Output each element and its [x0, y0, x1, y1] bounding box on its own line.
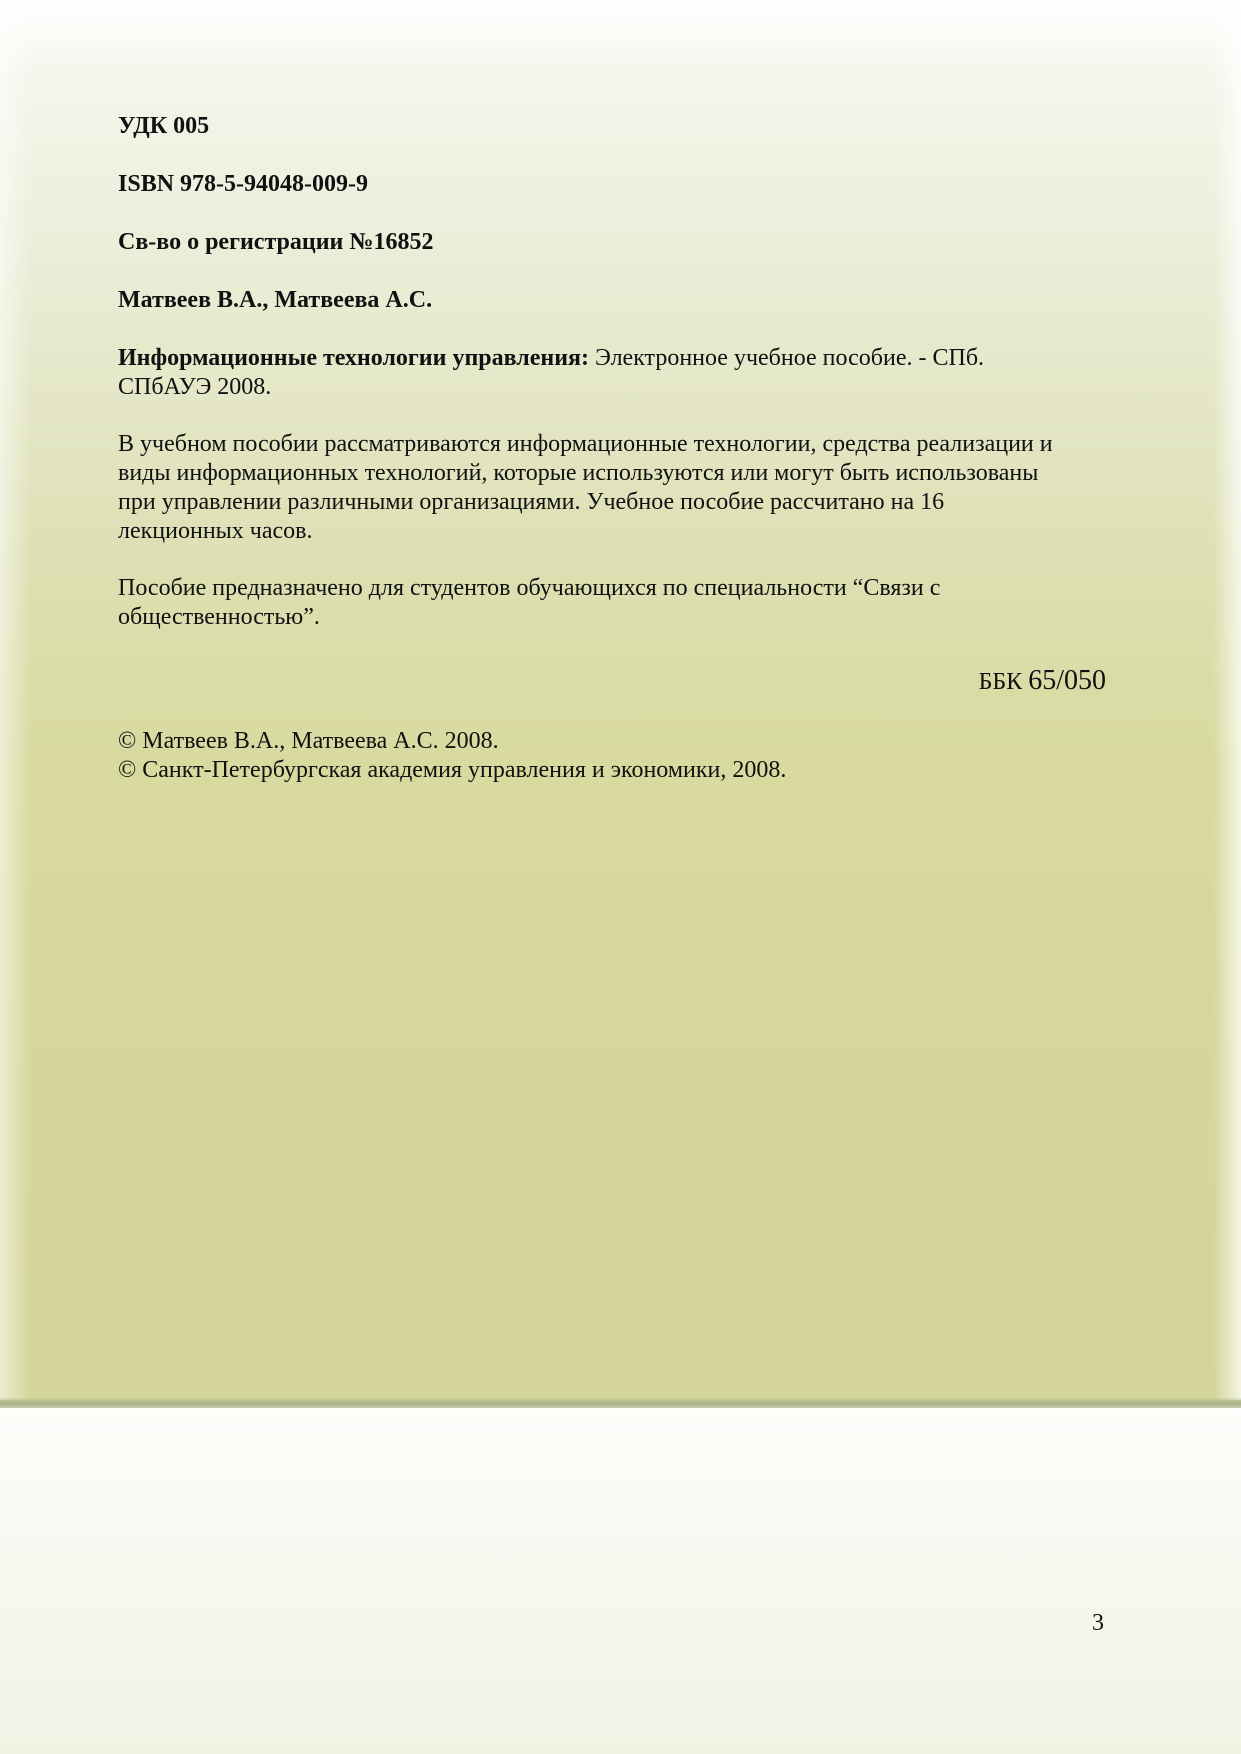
copyright-block	[118, 727, 1108, 785]
bottom-panel-background	[0, 1408, 1241, 1754]
bibliographic-entry-line-2: СПбАУЭ 2008.	[118, 374, 272, 400]
authors-line: Матвеев В.А., Матвеева А.С.	[118, 287, 433, 313]
abstract-line-3: при управлении различными организациями. Учебное пособие рассчитано на 16	[118, 489, 945, 515]
copyright-academy: © Санкт-Петербургская академия управления и экономики, 2008.	[118, 757, 787, 783]
imprint-content	[118, 112, 1108, 785]
bbk-label: ББК	[978, 669, 1029, 695]
audience-paragraph	[118, 574, 1108, 632]
bbk-code	[118, 666, 1106, 697]
left-shade	[0, 0, 32, 1400]
panel-bottom-edge	[0, 1398, 1241, 1408]
udk-line: УДК 005	[118, 113, 210, 139]
isbn-line: ISBN 978-5-94048-009-9	[118, 171, 368, 197]
copyright-authors: © Матвеев В.А., Матвеева А.С. 2008.	[118, 728, 499, 754]
book-details: Электронное учебное пособие. - СПб.	[589, 345, 985, 371]
audience-line-1: Пособие предназначено для студентов обучающихся по специальности “Связи с	[118, 575, 941, 601]
audience-line-2: общественностью”.	[118, 604, 320, 630]
abstract-line-2: виды информационных технологий, которые используются или могут быть использованы	[118, 460, 1039, 486]
bibliographic-entry-line-1	[118, 344, 1108, 373]
bibliographic-entry	[118, 344, 1108, 402]
right-shade	[1213, 0, 1241, 1400]
page-number: 3	[1092, 1610, 1104, 1636]
abstract-line-4: лекционных часов.	[118, 518, 313, 544]
book-title: Информационные технологии управления:	[118, 345, 590, 371]
abstract-line-1: В учебном пособии рассматриваются информационные технологии, средства реализации и	[118, 431, 1053, 457]
abstract-paragraph	[118, 430, 1108, 546]
registration-line: Св-во о регистрации №16852	[118, 229, 434, 255]
bbk-number: 65/050	[1028, 665, 1106, 696]
